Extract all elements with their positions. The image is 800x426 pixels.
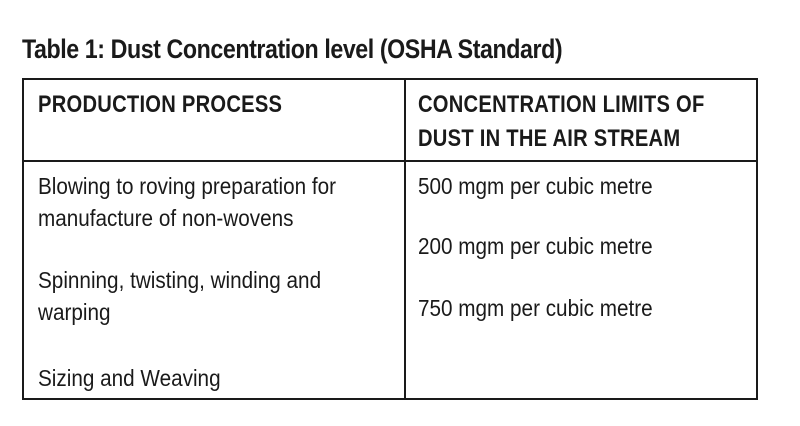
process-line: Spinning, twisting, winding and	[38, 267, 322, 293]
process-line: warping	[38, 299, 111, 325]
process-cell	[38, 362, 221, 394]
header-production-process: PRODUCTION PROCESS	[38, 91, 283, 118]
header-concentration-limits	[418, 88, 705, 156]
process-line: Blowing to roving preparation for	[38, 173, 337, 199]
process-line: Sizing and Weaving	[38, 365, 221, 391]
process-cell	[38, 264, 321, 328]
limit-cell: 500 mgm per cubic metre	[418, 173, 653, 199]
header-concentration-line-1: CONCENTRATION LIMITS OF	[418, 91, 705, 118]
limit-cell: 750 mgm per cubic metre	[418, 295, 653, 321]
dust-concentration-table	[22, 78, 758, 400]
process-cell	[38, 170, 336, 234]
column-divider	[404, 80, 406, 398]
limit-cell: 200 mgm per cubic metre	[418, 233, 653, 259]
process-line: manufacture of non-wovens	[38, 205, 294, 231]
table-caption: Table 1: Dust Concentration level (OSHA Standard)	[22, 34, 563, 64]
header-concentration-line-2: DUST IN THE AIR STREAM	[418, 125, 681, 152]
header-divider	[24, 160, 756, 162]
